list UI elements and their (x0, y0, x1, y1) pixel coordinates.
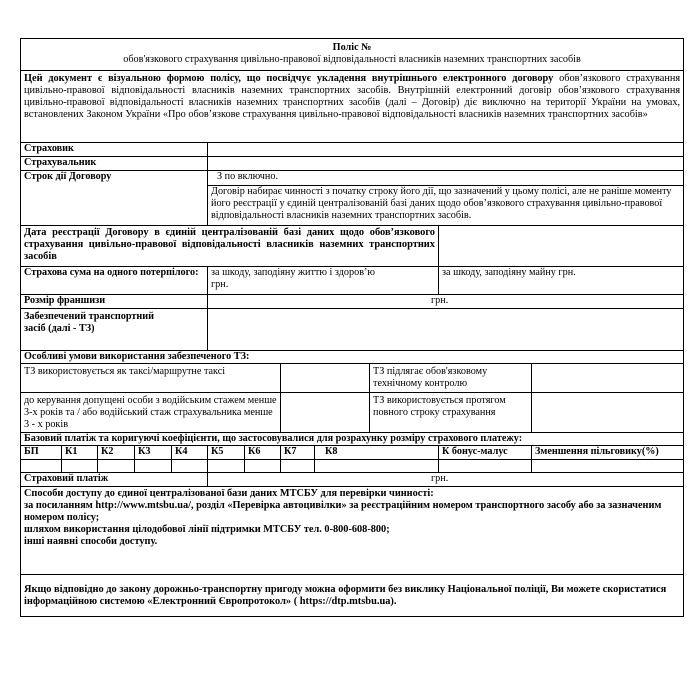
condition-drivers: до керування допущені особи з водійським стажем менше 3-х років та / або водійський стаж страхувальника менше 3 - х років (21, 393, 281, 433)
condition-taxi: ТЗ використовується як таксі/маршрутне таксі (21, 364, 281, 393)
deductible-value: грн. (208, 295, 684, 309)
term-label: Строк дії Договору (21, 171, 208, 226)
coef-header: БП (21, 446, 62, 460)
sum-insured-property: за шкоду, заподіяну майну грн. (439, 267, 684, 295)
coef-header: К6 (245, 446, 281, 460)
intro-bold: Цей документ є візуальною формою полісу, що посвідчує укладення внутрішнього електронного договору (24, 73, 554, 84)
coef-header: К5 (208, 446, 245, 460)
coef-value (135, 460, 172, 473)
conditions-title: Особливі умови використання забезпеченого ТЗ: (21, 351, 684, 364)
vehicle-value (208, 309, 684, 351)
condition-taxi-mark (281, 364, 370, 393)
coef-value (172, 460, 208, 473)
policy-subtitle: обов'язкового страхування цивільно-правової відповідальності власників наземних транспортних засобів (123, 54, 581, 65)
term-value: З по включно. (208, 171, 684, 186)
coef-header: К2 (98, 446, 135, 460)
condition-period: ТЗ використовується протягом повного строку страхування (370, 393, 532, 433)
coef-value (532, 460, 684, 473)
coefficients-title: Базовий платіж та коригуючі коефіцієнти, що застосовувалися для розрахунку розміру страхового платежу: (21, 433, 684, 446)
coef-header: К7 (281, 446, 315, 460)
insurer-value (208, 143, 684, 157)
coef-value (98, 460, 135, 473)
condition-period-mark (532, 393, 684, 433)
coef-value (439, 460, 532, 473)
premium-value: грн. (208, 473, 684, 487)
policy-form (20, 38, 683, 617)
registration-value (439, 226, 684, 267)
premium-label: Страховий платіж (21, 473, 208, 487)
coef-value (208, 460, 245, 473)
condition-drivers-mark (281, 393, 370, 433)
coef-header: К1 (62, 446, 98, 460)
condition-inspection: ТЗ підлягає обов'язковому технічному контролю (370, 364, 532, 393)
insurer-label: Страховик (21, 143, 208, 157)
europrotocol-notice: Якщо відповідно до закону дорожньо-транспортну пригоду можна оформити без виклику Національної поліції, Ви можете скористатися інформаційною системою «Електронний Європротокол» ( https://dtp.mtsbu.ua). (21, 575, 684, 617)
sum-insured-life-health: за шкоду, заподіяну життю і здоров’ю грн. (208, 267, 439, 295)
access-line: шляхом використання цілодобової лінії підтримки МТСБУ тел. 0-800-608-800; (24, 524, 390, 535)
intro-text: обов’язкового страхування цивільно-правової відповідальності власників наземних транспортних засобів. Внутрішній електронний договір обов’язкового страхування цивільно-правової відповідальності власників наземних транспортних засобів (далі – Договір) діє виключно на території України на умовах, встановлених Законом України «Про обов’язкове страхування цивільно-правової відповідальності власників наземних транспортних засобів» (24, 73, 681, 120)
deductible-label: Розмір франшизи (21, 295, 208, 309)
registration-label: Дата реєстрації Договору в єдиній централізованій базі даних щодо обов’язкового страхування цивільно-правової відповідальності власників наземних транспортних засобів (21, 226, 439, 267)
vehicle-label: Забезпечений транспортний засіб (далі - ТЗ) (21, 309, 208, 351)
coef-value (315, 460, 439, 473)
access-line: за посиланням http://www.mtsbu.ua/, розділ «Перевірка автоцивілки» за реєстраційним номером транспортного засобу або за зазначеним номером полісу; (24, 500, 662, 523)
condition-inspection-mark (532, 364, 684, 393)
coef-header: К8 (315, 446, 439, 460)
access-methods (21, 487, 684, 575)
intro-paragraph (21, 71, 684, 143)
coef-header: К бонус-малус (439, 446, 532, 460)
policyholder-label: Страхувальник (21, 157, 208, 171)
coef-value (245, 460, 281, 473)
coef-value (62, 460, 98, 473)
policy-table (20, 38, 684, 617)
access-line: Способи доступу до єдиної централізованої бази даних МТСБУ для перевірки чинності: (24, 488, 434, 499)
coef-header: Зменшення пільговику(%) (532, 446, 684, 460)
access-line: інші наявні способи доступу. (24, 536, 158, 547)
policyholder-value (208, 157, 684, 171)
policy-title: Поліс № (332, 42, 372, 53)
sum-insured-label: Страхова сума на одного потерпілого: (21, 267, 208, 295)
term-note: Договір набирає чинності з початку строку його дії, що зазначений у цьому полісі, але не раніше моменту його реєстрації у єдиній централізованій базі даних щодо обов’язкового страхування цивільно-правової відповідальності власників наземних транспортних засобів. (208, 186, 684, 226)
coef-header: К4 (172, 446, 208, 460)
coef-header: К3 (135, 446, 172, 460)
coef-value (21, 460, 62, 473)
coef-value (281, 460, 315, 473)
policy-header (21, 39, 684, 71)
